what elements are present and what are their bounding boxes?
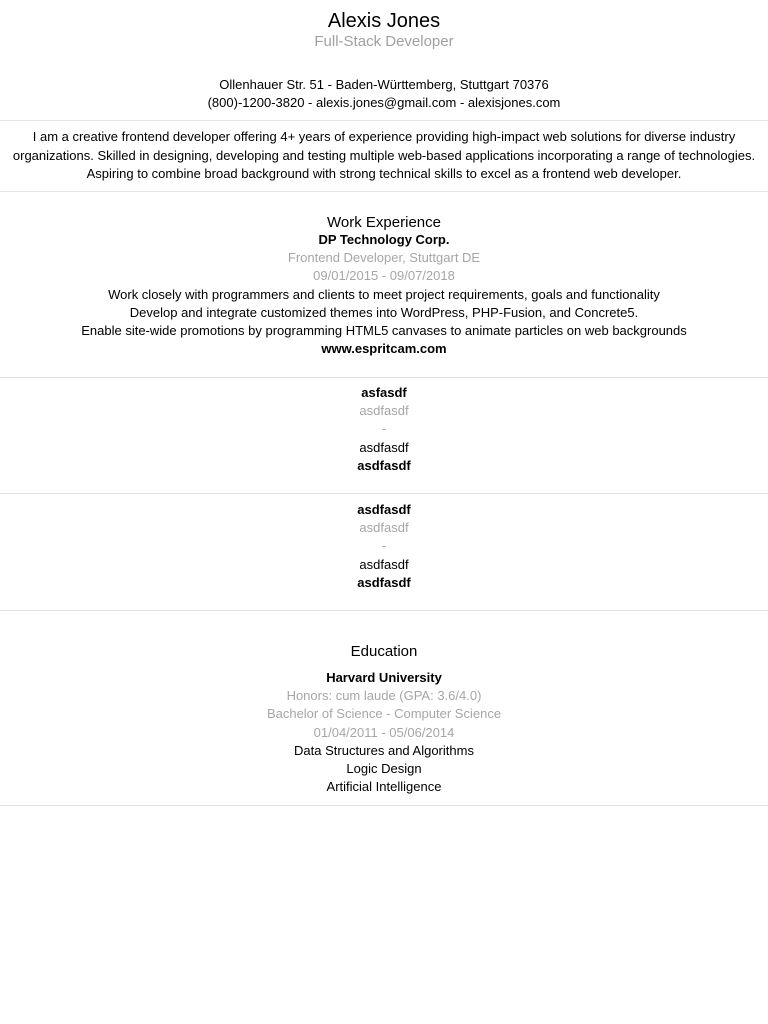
address-line: Ollenhauer Str. 51 - Baden-Württemberg, Stuttgart 70376 (219, 77, 549, 92)
job-company: DP Technology Corp. (318, 232, 450, 247)
divider (0, 191, 768, 192)
job-dates: 09/01/2015 - 09/07/2018 (313, 268, 455, 284)
divider (0, 377, 768, 378)
job-website-link[interactable]: asdfasdf (357, 574, 411, 590)
job-highlight: Develop and integrate customized themes into WordPress, PHP-Fusion, and Concrete5. (129, 304, 639, 320)
education-course: Data Structures and Algorithms (294, 742, 474, 758)
job-entry (0, 501, 768, 592)
divider (0, 805, 768, 806)
education-degree: Bachelor of Science - Computer Science (266, 706, 502, 722)
resume-headline: Full-Stack Developer (314, 33, 454, 50)
summary-text: I am a creative frontend developer offering 4+ years of experience providing high-impact web solutions for diverse industry organizations. Skilled in designing, developing and testing multiple web-based applications incorporating a range of technologies. Aspiring to combine broad background with strong technical skills to excel as a frontend web developer. (12, 129, 756, 181)
work-section-title: Work Experience (327, 214, 441, 231)
education-school: Harvard University (326, 670, 442, 685)
education-honors: Honors: cum laude (GPA: 3.6/4.0) (286, 688, 482, 704)
job-position: asdfasdf (359, 403, 409, 419)
job-highlight: asdfasdf (359, 439, 409, 455)
divider (0, 610, 768, 611)
divider (0, 493, 768, 494)
job-entry (0, 231, 768, 358)
job-highlight: asdfasdf (359, 556, 409, 572)
job-company: asdfasdf (357, 502, 411, 517)
education-section-title: Education (350, 643, 418, 660)
resume-name: Alexis Jones (327, 10, 441, 32)
job-position: Frontend Developer, Stuttgart DE (287, 250, 481, 266)
education-course: Logic Design (346, 760, 422, 776)
education-entry (0, 669, 768, 796)
job-highlight: Enable site-wide promotions by programming HTML5 canvases to animate particles on web backgrounds (81, 322, 687, 338)
contact-line: (800)-1200-3820 - alexis.jones@gmail.com - alexisjones.com (207, 95, 561, 110)
education-course: Artificial Intelligence (326, 779, 442, 795)
job-dates: - (381, 421, 387, 437)
job-entry (0, 384, 768, 475)
education-dates: 01/04/2011 - 05/06/2014 (313, 724, 455, 740)
job-dates: - (381, 538, 387, 554)
divider (0, 120, 768, 121)
job-highlight: Work closely with programmers and clients to meet project requirements, goals and functionality (108, 286, 660, 302)
job-website-link[interactable]: www.espritcam.com (321, 341, 447, 357)
job-website-link[interactable]: asdfasdf (357, 457, 411, 473)
job-company: asfasdf (361, 385, 407, 400)
job-position: asdfasdf (359, 520, 409, 536)
